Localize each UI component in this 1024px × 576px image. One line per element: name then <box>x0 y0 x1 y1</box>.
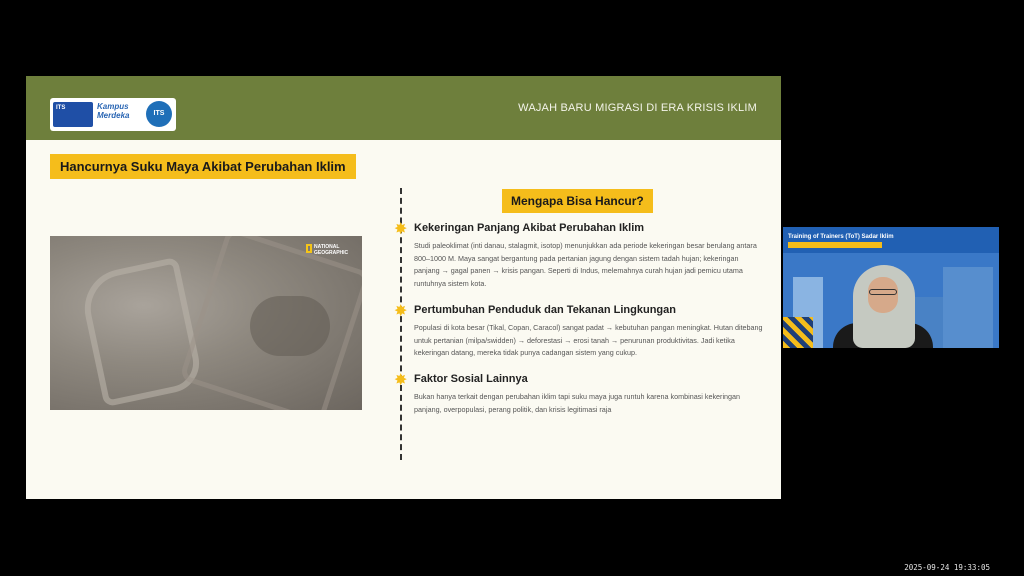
partner-logos <box>50 98 176 131</box>
sun-star-icon: ✸ <box>394 372 408 389</box>
slide-main-title: Hancurnya Suku Maya Akibat Perubahan Iklim <box>50 154 356 179</box>
batik-pattern-graphic <box>783 317 813 348</box>
slide-header <box>26 76 781 140</box>
video-background-banner <box>783 227 999 253</box>
ng-yellow-frame-icon <box>306 244 312 253</box>
presenter-avatar <box>833 265 933 348</box>
reason-body: Populasi di kota besar (Tikal, Copan, Caracol) sangat padat → kebutuhan pangan meningkat. Hutan ditebang untuk pertanian (milpa/swidden) → deforestasi → erosi tanah → penurunan produktivitas. Jadi ketika kekeringan datang, mereka tidak punya cadangan sistem yang cukup. <box>414 323 763 358</box>
its-logo <box>53 102 93 127</box>
reason-body: Studi paleoklimat (inti danau, stalagmit, isotop) menunjukkan ada periode kekeringan besar berulang antara 800–1000 M. Maya sangat bergantung pada pertanian jagung dengan sistem tadah hujan; kekeringan panjang → gagal panen → krisis pangan. Seperti di Indus, melemahnya curah hujan jadi pemicu utama runtuhnya sistem kota. <box>414 241 757 288</box>
relief-carving-shape <box>250 296 330 356</box>
sun-star-icon: ✸ <box>394 303 408 320</box>
relief-carving-shape <box>77 257 204 407</box>
reason-body: Bukan hanya terkait dengan perubahan iklim tapi suku maya juga runtuh karena kombinasi kekeringan panjang, overpopulasi, perang politik, dan krisis legitimasi raja <box>414 392 741 414</box>
slide-header-title: WAJAH BARU MIGRASI DI ERA KRISIS IKLIM <box>518 102 757 114</box>
video-banner-title: Training of Trainers (ToT) Sadar Iklim <box>788 234 894 240</box>
national-geographic-watermark <box>306 244 349 256</box>
participant-video-tile[interactable] <box>783 227 999 348</box>
reason-heading: Pertumbuhan Penduduk dan Tekanan Lingkungan <box>414 304 676 316</box>
section-subtitle: Mengapa Bisa Hancur? <box>502 189 653 213</box>
video-banner-tag <box>788 242 882 248</box>
reason-heading: Faktor Sosial Lainnya <box>414 373 528 385</box>
sun-star-icon: ✸ <box>394 221 408 238</box>
maya-relief-photo <box>50 236 362 410</box>
building-graphic <box>943 267 993 348</box>
round-emblem-logo <box>146 101 172 127</box>
presenter-glasses <box>869 289 897 295</box>
ng-watermark-text: NATIONAL GEOGRAPHIC <box>314 244 349 256</box>
presentation-slide <box>26 76 781 499</box>
reason-heading: Kekeringan Panjang Akibat Perubahan Iklim <box>414 222 645 234</box>
its-logo-text: ITS <box>56 105 66 111</box>
kampus-merdeka-text: Kampus Merdeka <box>97 102 130 120</box>
emblem-text: ITS <box>153 110 165 117</box>
presenter-face <box>868 277 898 313</box>
recording-timestamp: 2025-09-24 19:33:05 <box>904 563 990 572</box>
kampus-merdeka-logo <box>97 102 141 127</box>
